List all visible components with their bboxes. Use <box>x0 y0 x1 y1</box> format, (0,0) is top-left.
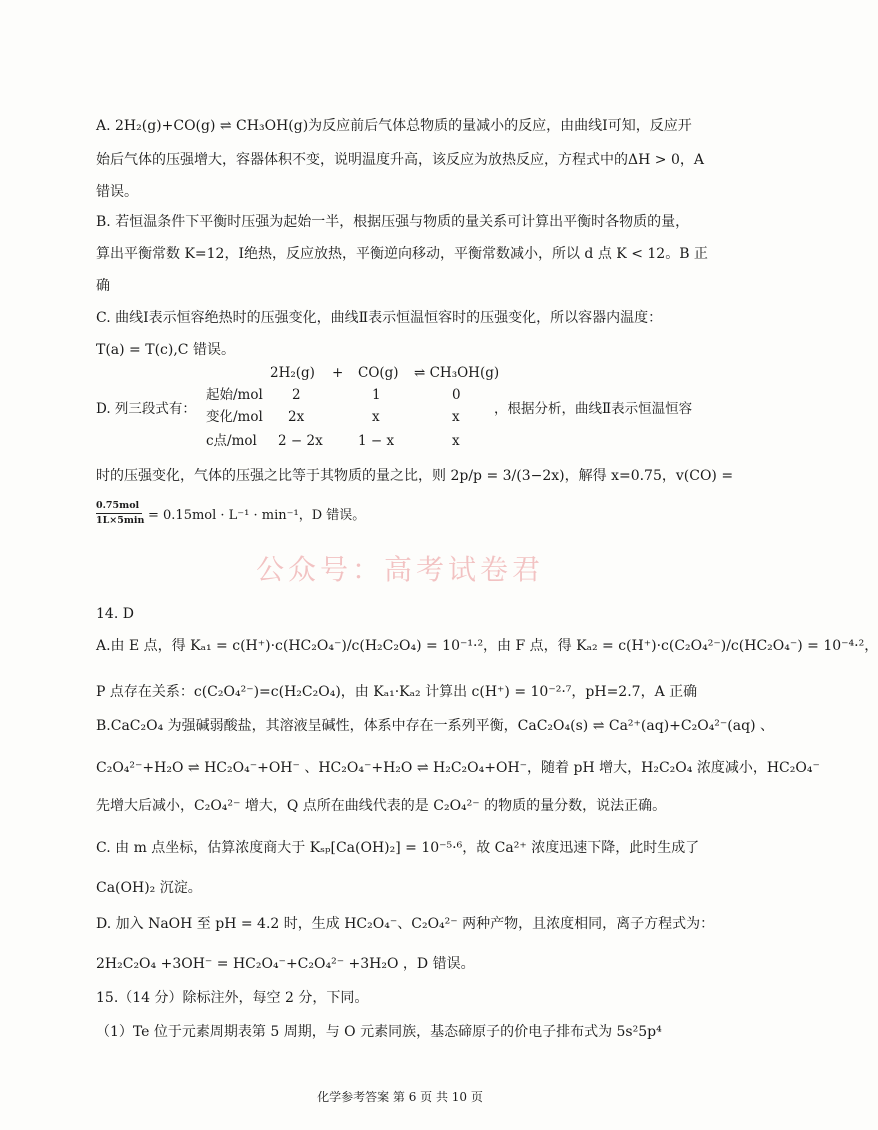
text-line-c2: T(a) = T(c),C 错误。 <box>96 342 235 358</box>
text-line-g2: Ca(OH)₂ 沉淀。 <box>96 880 202 896</box>
text-line-a1: A. 2H₂(g)+CO(g) ⇌ CH₃OH(g)为反应前后气体总物质的量减小的反应，由曲线Ⅰ可知，反应开 <box>96 118 692 134</box>
text-line-b1: B. 若恒温条件下平衡时压强为起始一半，根据压强与物质的量关系可计算出平衡时各物质的量， <box>96 214 690 230</box>
text-line-c1: C. 曲线Ⅰ表示恒容绝热时的压强变化，曲线Ⅱ表示恒温恒容时的压强变化，所以容器内温度： <box>96 310 663 326</box>
watermark: 公众号：高考试卷君 <box>255 553 544 586</box>
text-line-g1: C. 由 m 点坐标，估算浓度商大于 Kₛₚ[Ca(OH)₂] = 10⁻⁵·⁶，故 Ca²⁺ 浓度迅速下降，此时生成了 <box>96 840 700 856</box>
row-c-v1: 2 − 2x <box>278 433 323 449</box>
text-line-f3: 先增大后减小，C₂O₄²⁻ 增大，Q 点所在曲线代表的是 C₂O₄²⁻ 的物质的量分数，说法正确。 <box>96 798 667 814</box>
row-change-v3: x <box>452 409 460 425</box>
text-line-t1: （1）Te 位于元素周期表第 5 周期，与 O 元素同族，基态碲原子的价电子排布式为 5s²5p⁴ <box>96 1024 662 1040</box>
table-header-co: CO(g) <box>358 365 399 381</box>
table-header-h2: 2H₂(g) <box>270 365 315 381</box>
text-line-b2: 算出平衡常数 K=12，Ⅰ绝热，反应放热，平衡逆向移动，平衡常数减小，所以 d 点 K < 12。B 正 <box>96 246 708 262</box>
three-stage-table <box>96 362 716 454</box>
text-line-f2: C₂O₄²⁻+H₂O ⇌ HC₂O₄⁻+OH⁻ 、HC₂O₄⁻+H₂O ⇌ H₂C₂O₄+OH⁻，随着 pH 增大，H₂C₂O₄ 浓度减小，HC₂O₄⁻ <box>96 760 820 776</box>
fraction-numerator: 0.75mol <box>96 500 140 511</box>
row-start-v1: 2 <box>292 387 301 403</box>
fraction-result: = 0.15mol · L⁻¹ · min⁻¹，D 错误。 <box>148 508 366 523</box>
table-after-text: ，根据分析，曲线Ⅱ表示恒温恒容 <box>494 401 693 417</box>
row-c-label: c点/mol <box>206 433 257 449</box>
table-intro: D. 列三段式有： <box>96 401 196 417</box>
text-line-b3: 确 <box>96 278 110 294</box>
row-change-label: 变化/mol <box>206 409 263 425</box>
fraction-bar <box>96 513 142 514</box>
text-line-h2: 2H₂C₂O₄ +3OH⁻ = HC₂O₄⁻+C₂O₄²⁻ +3H₂O ，D 错误。 <box>96 956 475 972</box>
row-c-v3: x <box>452 433 460 449</box>
text-line-f1: B.CaC₂O₄ 为强碱弱酸盐，其溶液呈碱性，体系中存在一系列平衡，CaC₂O₄(s) ⇌ Ca²⁺(aq)+C₂O₄²⁻(aq) 、 <box>96 718 774 734</box>
table-header-ch3oh: ⇌ CH₃OH(g) <box>414 365 500 381</box>
row-change-v2: x <box>372 409 380 425</box>
text-line-e2: P 点存在关系：c(C₂O₄²⁻)=c(H₂C₂O₄)，由 Kₐ₁·Kₐ₂ 计算出 c(H⁺) = 10⁻²·⁷，pH=2.7，A 正确 <box>96 684 698 700</box>
rate-fraction <box>96 500 716 540</box>
fraction-denominator: 1L×5min <box>96 515 145 526</box>
text-line-a2: 始后气体的压强增大，容器体积不变，说明温度升高，该反应为放热反应，方程式中的ΔH > 0，A <box>96 152 704 168</box>
table-header-plus: + <box>332 365 344 381</box>
row-c-v2: 1 − x <box>358 433 395 449</box>
text-line-q15: 15.（14 分）除标注外，每空 2 分，下同。 <box>96 990 369 1006</box>
row-start-v2: 1 <box>372 387 381 403</box>
text-line-q14: 14. D <box>96 606 134 622</box>
text-line-a3: 错误。 <box>96 184 138 200</box>
row-start-label: 起始/mol <box>206 387 263 403</box>
row-start-v3: 0 <box>452 387 461 403</box>
text-line-d2: 时的压强变化，气体的压强之比等于其物质的量之比，则 2p/p = 3/(3−2x)，解得 x=0.75，v(CO) = <box>96 468 734 484</box>
text-line-h1: D. 加入 NaOH 至 pH = 4.2 时，生成 HC₂O₄⁻、C₂O₄²⁻ 两种产物，且浓度相同，离子方程式为： <box>96 916 715 932</box>
row-change-v1: 2x <box>288 409 305 425</box>
text-line-e1: A.由 E 点，得 Kₐ₁ = c(H⁺)·c(HC₂O₄⁻)/c(H₂C₂O₄) = 10⁻¹·²，由 F 点，得 Kₐ₂ = c(H⁺)·c(C₂O₄²⁻)/c(HC₂O₄⁻) = 10⁻⁴·²， <box>96 638 878 654</box>
page-footer: 化学参考答案 第 6 页 共 10 页 <box>317 1090 483 1104</box>
